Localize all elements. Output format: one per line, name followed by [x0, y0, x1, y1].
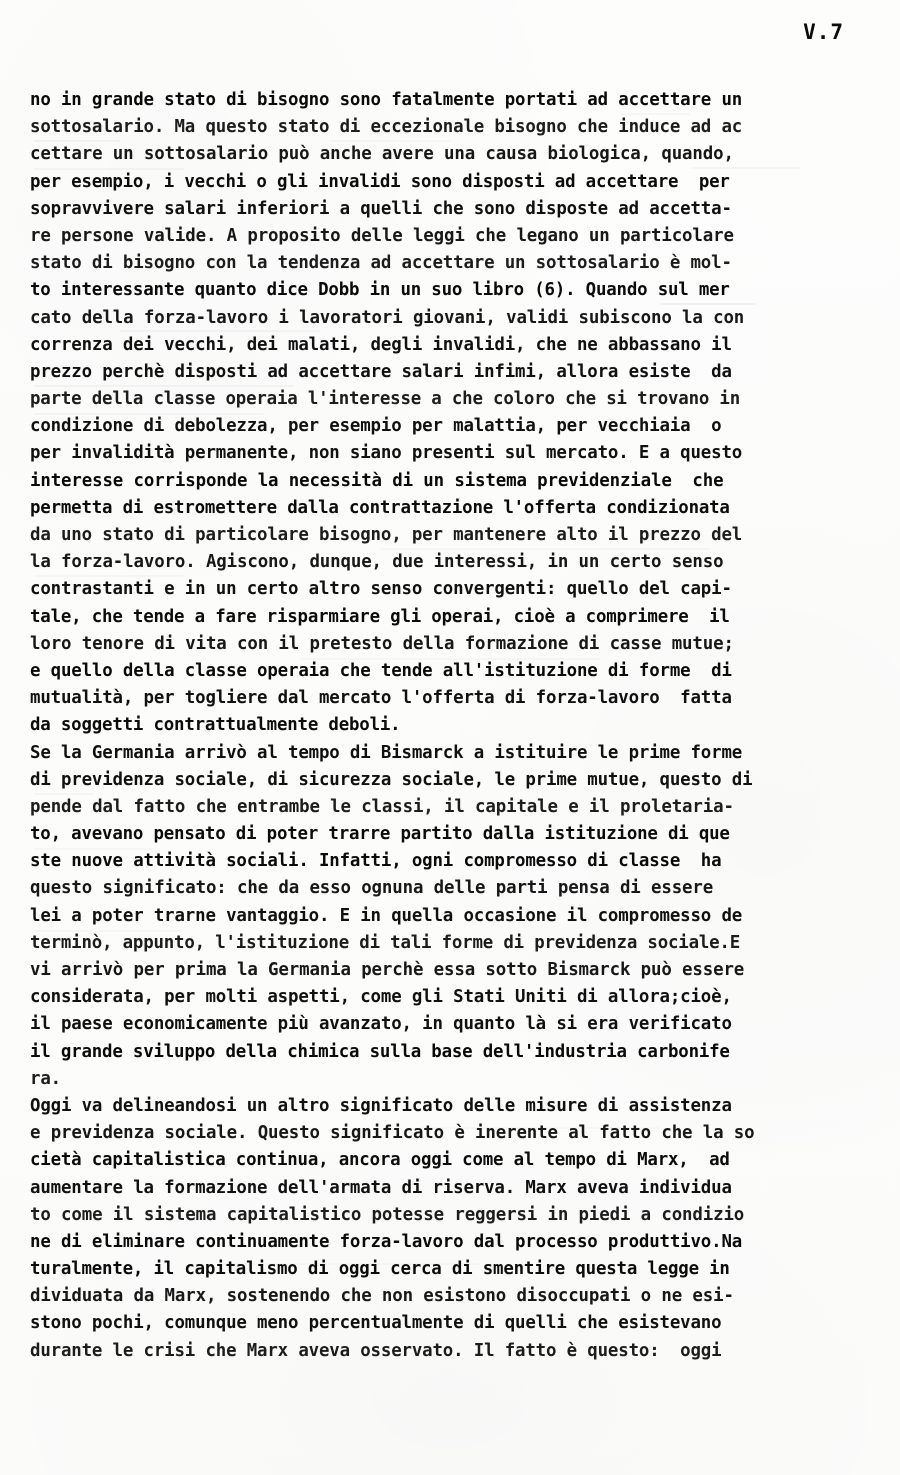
text-line: lei a poter trarne vantaggio. E in quella occasione il compromesso de [30, 905, 743, 926]
text-line: tale, che tende a fare risparmiare gli operai, cioè a comprimere il [30, 606, 730, 627]
text-line: prezzo perchè disposti ad accettare salari infimi, allora esiste da [30, 361, 732, 382]
text-line: permetta di estromettere dalla contrattazione l'offerta condizionata [30, 497, 730, 518]
text-line: per invalidità permanente, non siano presenti sul mercato. E a questo [30, 443, 743, 464]
text-line: turalmente, il capitalismo di oggi cerca di smentire questa legge in [30, 1259, 730, 1280]
text-line: correnza dei vecchi, dei malati, degli invalidi, che ne abbassano il [30, 334, 732, 355]
text-line: questo significato: che da esso ognuna delle parti pensa di essere [30, 878, 714, 899]
text-line: il grande sviluppo della chimica sulla base dell'industria carbonife [30, 1041, 730, 1062]
text-line: sopravvivere salari inferiori a quelli che sono disposte ad accetta- [30, 198, 732, 219]
page-header-number: V.7 [803, 20, 844, 44]
text-line: Se la Germania arrivò al tempo di Bismarck a istituire le prime forme [30, 742, 743, 763]
document-body [30, 87, 872, 1365]
text-line: to come il sistema capitalistico potesse reggersi in piedi a condizio [30, 1204, 745, 1225]
text-line: di previdenza sociale, di sicurezza sociale, le prime mutue, questo di [30, 769, 753, 790]
text-line: condizione di debolezza, per esempio per malattia, per vecchiaia o [30, 416, 722, 437]
text-line: considerata, per molti aspetti, come gli Stati Uniti di allora;cioè, [30, 987, 732, 1008]
text-line: vi arrivò per prima la Germania perchè essa sotto Bismarck può essere [30, 960, 745, 980]
text-line: stato di bisogno con la tendenza ad accettare un sottosalario è mol- [30, 253, 732, 274]
text-line: aumentare la formazione dell'armata di riserva. Marx aveva individua [30, 1177, 732, 1198]
text-line: pende dal fatto che entrambe le classi, il capitale e il proletaria- [30, 796, 734, 817]
text-line: per esempio, i vecchi o gli invalidi sono disposti ad accettare per [30, 171, 730, 192]
text-line: terminò, appunto, l'istituzione di tali forme di previdenza sociale.E [30, 932, 741, 953]
text-line: ra. [30, 1068, 61, 1089]
text-line: il paese economicamente più avanzato, in quanto là si era verificato [30, 1014, 732, 1035]
text-line: cietà capitalistica continua, ancora oggi come al tempo di Marx, ad [30, 1150, 730, 1171]
text-line: Oggi va delineandosi un altro significato delle misure di assistenza [30, 1095, 732, 1116]
text-line: stono pochi, comunque meno percentualmente di quelli che esistevano [30, 1313, 722, 1334]
text-line: la forza-lavoro. Agiscono, dunque, due interessi, in un certo senso [30, 552, 724, 573]
text-line: cato della forza-lavoro i lavoratori giovani, validi subiscono la con [30, 307, 745, 328]
text-line: no in grande stato di bisogno sono fatalmente portati ad accettare un [30, 90, 743, 110]
text-line: ste nuove attività sociali. Infatti, ogni compromesso di classe ha [30, 851, 722, 872]
text-line: to interessante quanto dice Dobb in un suo libro (6). Quando sul mer [30, 280, 730, 301]
text-line: interesse corrisponde la necessità di un sistema previdenziale che [30, 470, 724, 491]
text-line: dividuata da Marx, sostenendo che non esistono disoccupati o ne esi- [30, 1286, 734, 1307]
text-line: mutualità, per togliere dal mercato l'offerta di forza-lavoro fatta [30, 688, 732, 709]
text-line: da uno stato di particolare bisogno, per mantenere alto il prezzo del [30, 525, 743, 545]
text-line: da soggetti contrattualmente deboli. [30, 715, 401, 736]
text-line: re persone valide. A proposito delle leggi che legano un particolare [30, 225, 734, 246]
text-line: e previdenza sociale. Questo significato è inerente al fatto che la so [30, 1123, 755, 1144]
text-line: cettare un sottosalario può anche avere una causa biologica, quando, [30, 144, 734, 165]
text-line: parte della classe operaia l'interesse a che coloro che si trovano in [30, 389, 741, 410]
text-line: to, avevano pensato di poter trarre partito dalla istituzione di que [30, 824, 730, 845]
text-line: e quello della classe operaia che tende all'istituzione di forme di [30, 660, 732, 681]
text-line: loro tenore di vita con il pretesto della formazione di casse mutue; [30, 633, 734, 654]
text-line: durante le crisi che Marx aveva osservato. Il fatto è questo: oggi [30, 1340, 722, 1361]
text-line: contrastanti e in un certo altro senso convergenti: quello del capi- [30, 579, 732, 600]
text-line: ne di eliminare continuamente forza-lavoro dal processo produttivo.Na [30, 1231, 743, 1252]
text-line: sottosalario. Ma questo stato di eccezionale bisogno che induce ad ac [30, 117, 743, 138]
